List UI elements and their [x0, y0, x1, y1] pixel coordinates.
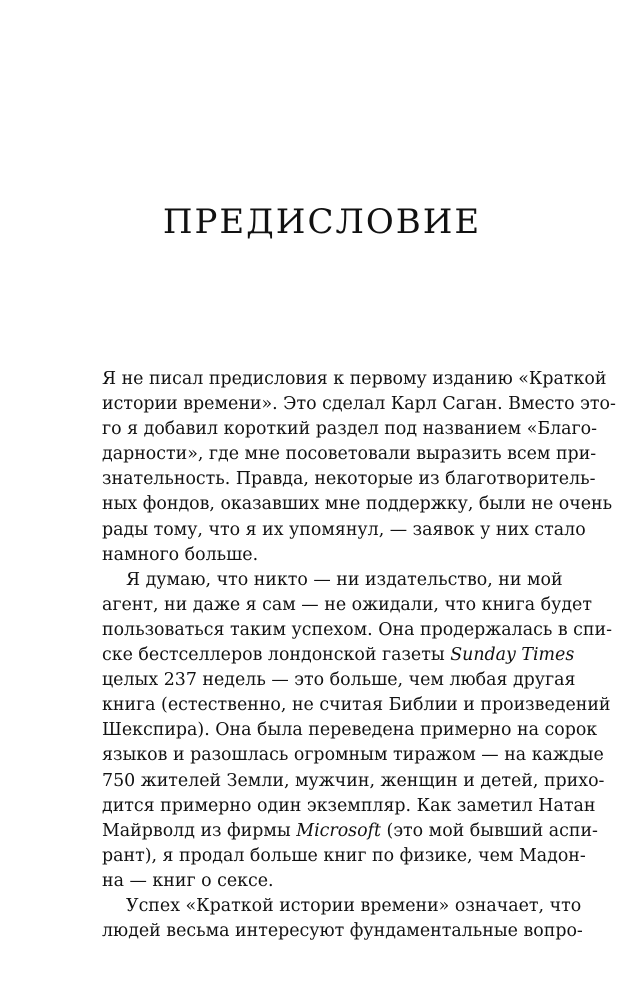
paragraph-2-line-8: языков и разошлась огромным тиражом — на каждые	[102, 745, 604, 766]
paragraph-2-line-4-text: ске бестселлеров лондонской газеты	[102, 645, 445, 666]
chapter-title: ПРЕДИСЛОВИЕ	[162, 202, 482, 242]
paragraph-2-line-11-text: Майрволд из фирмы	[102, 820, 291, 841]
paragraph-2-line-13: на — книг о сексе.	[102, 870, 274, 891]
paragraph-1-line-1: Я не писал предисловия к первому изданию «Краткой	[102, 369, 607, 389]
paragraph-2-line-7: Шекспира). Она была переведена примерно на сорок	[102, 720, 598, 741]
paragraph-2-line-11-tail: (это мой бывший аспи-	[381, 820, 598, 841]
paragraph-2-line-3: пользоваться таким успехом. Она продержалась в спи-	[102, 619, 612, 640]
paragraph-1-line-3: го я добавил короткий раздел под названием «Благо-	[102, 419, 598, 440]
paragraph-3-line-1: Успех «Краткой истории времени» означает, что	[126, 895, 582, 916]
paragraph-2-line-4	[102, 643, 575, 668]
paragraph-1-line-8: намного больше.	[102, 544, 259, 565]
body-text	[102, 367, 616, 944]
paragraph-2-line-6: книга (естественно, не считая Библии и произведений	[102, 695, 611, 716]
paragraph-3-line-2: людей весьма интересуют фундаментальные вопро-	[102, 921, 583, 942]
paragraph-2-line-11	[102, 819, 598, 844]
paragraph-1-line-7: рады тому, что я их упомянул, — заявок у них стало	[102, 519, 586, 540]
paragraph-1-line-2: истории времени». Это сделал Карл Саган. Вместо это-	[102, 394, 616, 415]
paragraph-2-line-12: рант), я продал больше книг по физике, чем Мадон-	[102, 845, 586, 866]
paragraph-2-line-2: агент, ни даже я сам — не ожидали, что книга будет	[102, 594, 592, 615]
paragraph-1-line-6: ных фондов, оказавших мне поддержку, были не очень	[102, 494, 613, 515]
paragraph-2-line-5: целых 237 недель — это больше, чем любая другая	[102, 670, 576, 691]
paragraph-1-line-4: дарности», где мне посоветовали выразить всем при-	[102, 444, 597, 465]
paragraph-2-line-1: Я думаю, что никто — ни издательство, ни мой	[126, 569, 563, 590]
paragraph-1-line-5: знательность. Правда, некоторые из благотворитель-	[102, 469, 596, 490]
newspaper-name: Sunday Times	[450, 645, 575, 666]
paragraph-2-line-9: 750 жителей Земли, мужчин, женщин и детей, прихо-	[102, 770, 605, 791]
company-name: Microsoft	[296, 820, 381, 841]
paragraph-2-line-10: дится примерно один экземпляр. Как заметил Натан	[102, 795, 596, 816]
